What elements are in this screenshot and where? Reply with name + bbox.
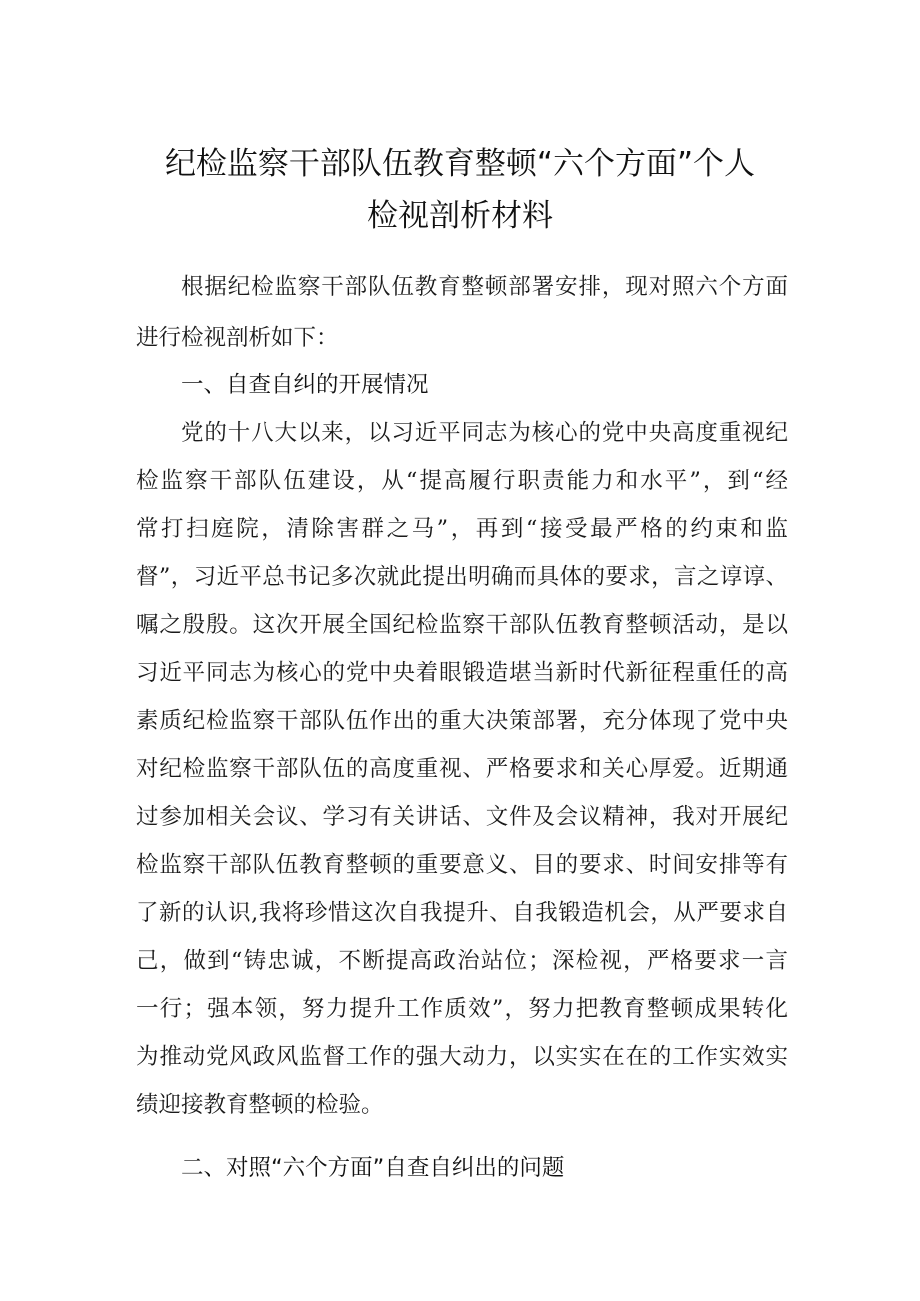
- section-1-line: 习近平同志为核心的党中央着眼锻造堪当新时代新征程重任的高: [136, 660, 788, 686]
- intro-line-1: 根据纪检监察干部队伍教育整顿部署安排，现对照六个方面: [181, 274, 788, 300]
- section-1-line: 对纪检监察干部队伍的高度重视、严格要求和关心厚爱。近期通: [136, 756, 788, 782]
- section-1-line: 嘱之殷殷。这次开展全国纪检监察干部队伍教育整顿活动，是以: [136, 612, 788, 638]
- section-1-line: 党的十八大以来，以习近平同志为核心的党中央高度重视纪: [181, 420, 788, 446]
- section-1-line: 督”，习近平总书记多次就此提出明确而具体的要求，言之谆谆、: [136, 564, 788, 590]
- section-1-line: 常打扫庭院，清除害群之马”，再到“接受最严格的约束和监: [136, 516, 788, 542]
- section-1-heading: 一、自查自纠的开展情况: [181, 372, 429, 398]
- section-1-line: 检监察干部队伍教育整顿的重要意义、目的要求、时间安排等有: [136, 852, 788, 878]
- document-title-line-1: 纪检监察干部队伍教育整顿“六个方面”个人: [164, 146, 756, 182]
- section-1-line: 一行；强本领，努力提升工作质效”，努力把教育整顿成果转化: [136, 996, 788, 1022]
- section-1-line: 了新的认识,我将珍惜这次自我提升、自我锻造机会，从严要求自: [136, 900, 788, 926]
- section-1-line: 为推动党风政风监督工作的强大动力，以实实在在的工作实效实: [136, 1044, 788, 1070]
- section-1-line: 检监察干部队伍建设，从“提高履行职责能力和水平”，到“经: [136, 468, 788, 494]
- section-1-line: 己，做到“铸忠诚，不断提高政治站位；深检视，严格要求一言: [136, 948, 788, 974]
- document-title-line-2: 检视剖析材料: [367, 198, 553, 234]
- section-1-line: 过参加相关会议、学习有关讲话、文件及会议精神，我对开展纪: [136, 804, 788, 830]
- section-2-heading: 二、对照“六个方面”自查自纠出的问题: [181, 1155, 565, 1181]
- section-1-line: 绩迎接教育整顿的检验。: [136, 1092, 384, 1118]
- section-1-line: 素质纪检监察干部队伍作出的重大决策部署，充分体现了党中央: [136, 708, 788, 734]
- intro-line-2: 进行检视剖析如下：: [136, 325, 339, 351]
